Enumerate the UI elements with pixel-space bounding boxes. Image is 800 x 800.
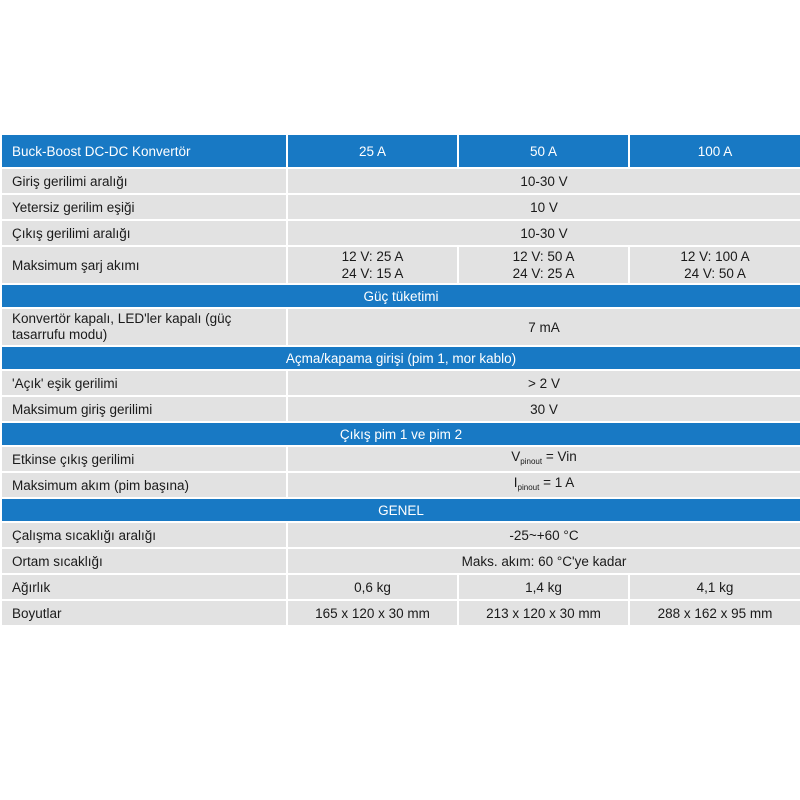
output-range-label: Çıkış gerilimi aralığı bbox=[2, 221, 286, 245]
table-row bbox=[2, 601, 800, 625]
header-title: Buck-Boost DC-DC Konvertör bbox=[2, 135, 286, 167]
header-col-50a: 50 A bbox=[459, 135, 628, 167]
dimensions-50a: 213 x 120 x 30 mm bbox=[459, 601, 628, 625]
max-current-per-pin-value bbox=[288, 473, 800, 497]
max-current-per-pin-label: Maksimum akım (pim başına) bbox=[2, 473, 286, 497]
weight-100a: 4,1 kg bbox=[630, 575, 800, 599]
power-off-label: Konvertör kapalı, LED'ler kapalı (güç tasarrufu modu) bbox=[2, 309, 286, 345]
table-row bbox=[2, 523, 800, 547]
table-header-row bbox=[2, 135, 800, 167]
section-header-output-pins bbox=[2, 423, 800, 445]
input-range-label: Giriş gerilimi aralığı bbox=[2, 169, 286, 193]
weight-50a: 1,4 kg bbox=[459, 575, 628, 599]
table-row bbox=[2, 371, 800, 395]
on-threshold-label: 'Açık' eşik gerilimi bbox=[2, 371, 286, 395]
max-charge-label: Maksimum şarj akımı bbox=[2, 247, 286, 283]
weight-25a: 0,6 kg bbox=[288, 575, 457, 599]
input-range-value: 10-30 V bbox=[288, 169, 800, 193]
spec-table bbox=[0, 133, 800, 627]
max-charge-25a-24v: 24 V: 15 A bbox=[341, 266, 404, 281]
formula-rest: = Vin bbox=[542, 449, 577, 464]
max-charge-100a-12v: 12 V: 100 A bbox=[680, 249, 750, 264]
max-charge-50a bbox=[459, 247, 628, 283]
subscript-pinout: pinout bbox=[520, 457, 543, 466]
section-header-onoff bbox=[2, 347, 800, 369]
output-range-value: 10-30 V bbox=[288, 221, 800, 245]
max-charge-100a bbox=[630, 247, 800, 283]
undervoltage-label: Yetersiz gerilim eşiği bbox=[2, 195, 286, 219]
dimensions-label: Boyutlar bbox=[2, 601, 286, 625]
section-title: Güç tüketimi bbox=[2, 285, 800, 307]
formula-rest: = 1 A bbox=[539, 475, 575, 490]
max-charge-25a bbox=[288, 247, 457, 283]
table-row bbox=[2, 195, 800, 219]
max-input-voltage-label: Maksimum giriş gerilimi bbox=[2, 397, 286, 421]
max-charge-100a-24v: 24 V: 50 A bbox=[684, 266, 746, 281]
max-charge-25a-12v: 12 V: 25 A bbox=[341, 249, 404, 264]
table-row bbox=[2, 309, 800, 345]
power-off-value: 7 mA bbox=[288, 309, 800, 345]
dimensions-25a: 165 x 120 x 30 mm bbox=[288, 601, 457, 625]
table-row bbox=[2, 247, 800, 283]
subscript-pinout: pinout bbox=[517, 483, 540, 492]
table-row bbox=[2, 397, 800, 421]
undervoltage-value: 10 V bbox=[288, 195, 800, 219]
header-col-25a: 25 A bbox=[288, 135, 457, 167]
effective-output-value bbox=[288, 447, 800, 471]
table-row bbox=[2, 575, 800, 599]
section-title: Çıkış pim 1 ve pim 2 bbox=[2, 423, 800, 445]
table-row bbox=[2, 169, 800, 193]
on-threshold-value: > 2 V bbox=[288, 371, 800, 395]
temp-range-value: -25~+60 °C bbox=[288, 523, 800, 547]
table-row bbox=[2, 221, 800, 245]
max-charge-50a-24v: 24 V: 25 A bbox=[512, 266, 575, 281]
max-charge-50a-12v: 12 V: 50 A bbox=[512, 249, 575, 264]
section-header-power bbox=[2, 285, 800, 307]
effective-output-label: Etkinse çıkış gerilimi bbox=[2, 447, 286, 471]
symbol-v: V bbox=[511, 449, 521, 464]
max-input-voltage-value: 30 V bbox=[288, 397, 800, 421]
temp-range-label: Çalışma sıcaklığı aralığı bbox=[2, 523, 286, 547]
ambient-temp-label: Ortam sıcaklığı bbox=[2, 549, 286, 573]
section-title: GENEL bbox=[2, 499, 800, 521]
table-row bbox=[2, 549, 800, 573]
table-row bbox=[2, 447, 800, 471]
symbol-i: I bbox=[513, 475, 518, 490]
table-row bbox=[2, 473, 800, 497]
weight-label: Ağırlık bbox=[2, 575, 286, 599]
section-title: Açma/kapama girişi (pim 1, mor kablo) bbox=[2, 347, 800, 369]
header-col-100a: 100 A bbox=[630, 135, 800, 167]
section-header-general bbox=[2, 499, 800, 521]
ambient-temp-value: Maks. akım: 60 °C'ye kadar bbox=[288, 549, 800, 573]
dimensions-100a: 288 x 162 x 95 mm bbox=[630, 601, 800, 625]
